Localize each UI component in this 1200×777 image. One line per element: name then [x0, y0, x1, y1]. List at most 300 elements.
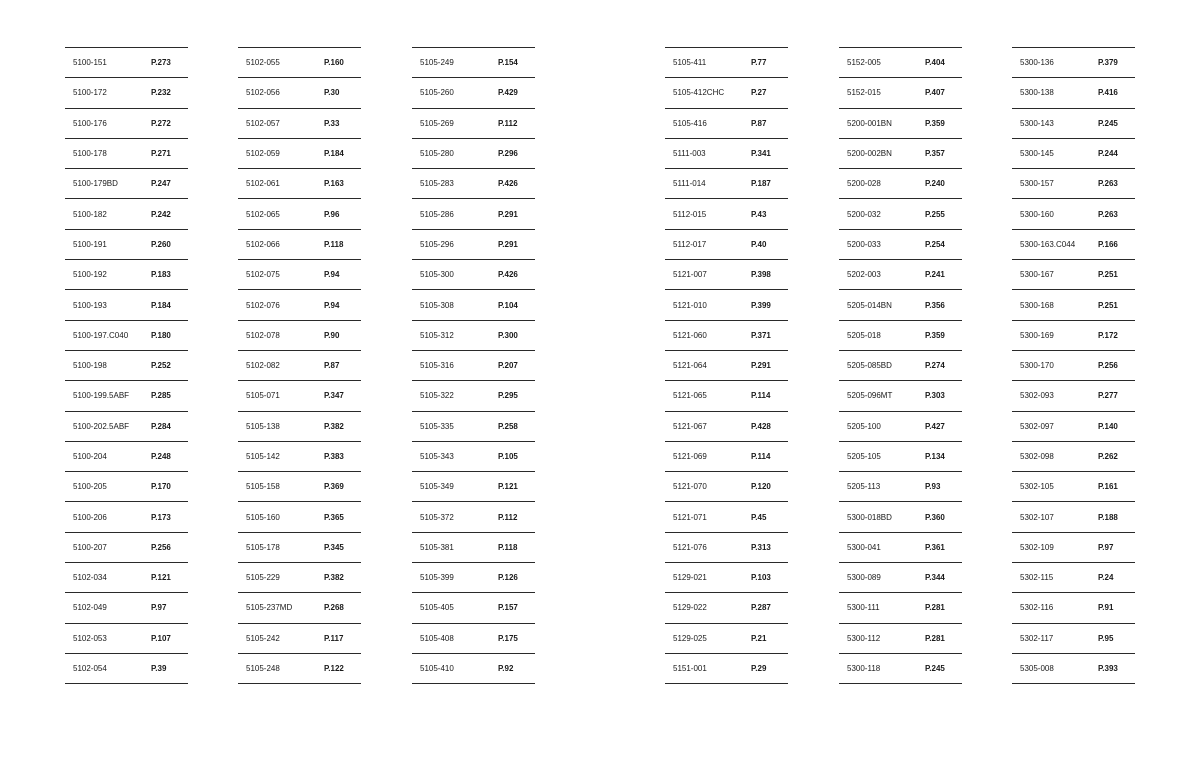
page-reference: P.154 — [498, 58, 518, 68]
product-code: 5105-335 — [420, 421, 454, 431]
page-reference: P.242 — [151, 209, 171, 219]
product-code: 5102-055 — [246, 58, 280, 68]
page-reference: P.183 — [151, 270, 171, 280]
index-row — [412, 109, 535, 139]
page-reference: P.232 — [151, 88, 171, 98]
product-code: 5102-056 — [246, 88, 280, 98]
index-row — [65, 139, 188, 169]
index-row — [839, 48, 962, 78]
page-reference: P.255 — [925, 209, 945, 219]
index-row — [65, 290, 188, 320]
index-column-1 — [65, 47, 188, 684]
index-row — [65, 533, 188, 563]
product-code: 5100-192 — [73, 270, 107, 280]
product-code: 5100-176 — [73, 118, 107, 128]
index-row — [1012, 48, 1135, 78]
page-reference: P.360 — [925, 512, 945, 522]
index-row — [839, 290, 962, 320]
index-row — [65, 412, 188, 442]
product-code: 5205-096MT — [847, 391, 893, 401]
product-code: 5121-007 — [673, 270, 707, 280]
index-row — [412, 502, 535, 532]
index-row — [65, 321, 188, 351]
index-row — [1012, 139, 1135, 169]
page-reference: P.163 — [324, 179, 344, 189]
product-code: 5205-018 — [847, 330, 881, 340]
index-row — [238, 442, 361, 472]
product-code: 5105-300 — [420, 270, 454, 280]
page-reference: P.114 — [751, 391, 771, 401]
page-reference: P.252 — [151, 361, 171, 371]
product-code: 5102-061 — [246, 179, 280, 189]
index-row — [839, 230, 962, 260]
page-reference: P.92 — [498, 664, 514, 674]
page-reference: P.262 — [1098, 452, 1118, 461]
product-code: 5121-071 — [673, 512, 707, 522]
product-code: 5105-280 — [420, 149, 454, 159]
page-reference: P.118 — [498, 542, 518, 552]
product-code: 5300-118 — [847, 664, 881, 674]
index-row — [65, 48, 188, 78]
index-row — [412, 412, 535, 442]
index-row — [238, 321, 361, 351]
index-row — [412, 260, 535, 290]
page-reference: P.399 — [751, 300, 771, 310]
page-reference: P.271 — [151, 149, 171, 159]
page-reference: P.94 — [324, 300, 340, 310]
index-row — [412, 230, 535, 260]
index-row — [839, 78, 962, 108]
index-row — [65, 593, 188, 623]
product-code: 5302-105 — [1020, 482, 1054, 492]
product-code: 5105-138 — [246, 421, 280, 431]
index-row — [1012, 199, 1135, 229]
index-row — [238, 533, 361, 563]
product-code: 5105-312 — [420, 330, 454, 340]
index-row — [412, 563, 535, 593]
product-code: 5112-017 — [673, 239, 707, 249]
index-row — [839, 321, 962, 351]
index-row — [1012, 442, 1135, 472]
page-reference: P.180 — [151, 330, 171, 340]
product-code: 5300-136 — [1020, 58, 1054, 68]
index-row — [839, 654, 962, 684]
page-reference: P.291 — [498, 209, 518, 219]
page-reference: P.296 — [498, 149, 518, 159]
page-reference: P.300 — [498, 330, 518, 340]
product-code: 5100-193 — [73, 300, 107, 310]
page-reference: P.291 — [751, 361, 771, 371]
index-row — [665, 78, 788, 108]
page-reference: P.184 — [324, 149, 344, 159]
index-row — [238, 78, 361, 108]
page-reference: P.93 — [925, 482, 941, 492]
index-row — [1012, 381, 1135, 411]
product-code: 5111-014 — [673, 179, 706, 189]
index-row — [65, 472, 188, 502]
product-code: 5105-416 — [673, 118, 707, 128]
page-reference: P.345 — [324, 542, 344, 552]
product-code: 5121-069 — [673, 452, 707, 461]
page-reference: P.379 — [1098, 58, 1118, 68]
index-row — [1012, 230, 1135, 260]
page-reference: P.272 — [151, 118, 171, 128]
product-code: 5302-109 — [1020, 542, 1054, 552]
page-reference: P.428 — [751, 421, 771, 431]
page-reference: P.244 — [1098, 149, 1118, 159]
index-row — [839, 351, 962, 381]
index-row — [65, 654, 188, 684]
product-code: 5105-399 — [420, 573, 454, 583]
product-code: 5100-204 — [73, 452, 107, 461]
product-code: 5105-242 — [246, 633, 280, 643]
page-reference: P.277 — [1098, 391, 1118, 401]
index-row — [1012, 78, 1135, 108]
page-reference: P.303 — [925, 391, 945, 401]
product-code: 5302-098 — [1020, 452, 1054, 461]
product-code: 5205-105 — [847, 452, 881, 461]
product-code: 5111-003 — [673, 149, 706, 159]
product-code: 5100-206 — [73, 512, 107, 522]
index-row — [839, 199, 962, 229]
product-code: 5121-064 — [673, 361, 707, 371]
page-reference: P.287 — [751, 603, 771, 613]
page-reference: P.416 — [1098, 88, 1118, 98]
page-reference: P.274 — [925, 361, 945, 371]
page-reference: P.121 — [498, 482, 518, 492]
product-code: 5300-167 — [1020, 270, 1054, 280]
index-row — [665, 624, 788, 654]
page-reference: P.251 — [1098, 300, 1118, 310]
index-row — [65, 442, 188, 472]
index-row — [412, 472, 535, 502]
product-code: 5105-248 — [246, 664, 280, 674]
index-row — [238, 412, 361, 442]
index-row — [665, 199, 788, 229]
index-row — [412, 78, 535, 108]
page-reference: P.356 — [925, 300, 945, 310]
index-column-3 — [412, 47, 535, 684]
page-reference: P.95 — [1098, 633, 1114, 643]
product-code: 5205-100 — [847, 421, 881, 431]
page-reference: P.291 — [498, 239, 518, 249]
index-row — [238, 654, 361, 684]
page-reference: P.284 — [151, 421, 171, 431]
page-reference: P.359 — [925, 118, 945, 128]
page-reference: P.371 — [751, 330, 771, 340]
product-code: 5202-003 — [847, 270, 881, 280]
page-reference: P.94 — [324, 270, 340, 280]
page-reference: P.184 — [151, 300, 171, 310]
product-code: 5112-015 — [673, 209, 707, 219]
index-row — [412, 351, 535, 381]
product-code: 5105-249 — [420, 58, 454, 68]
index-row — [412, 48, 535, 78]
index-row — [839, 109, 962, 139]
index-row — [65, 563, 188, 593]
page-reference: P.105 — [498, 452, 518, 461]
page-reference: P.341 — [751, 149, 771, 159]
product-code: 5102-076 — [246, 300, 280, 310]
product-code: 5152-015 — [847, 88, 881, 98]
index-row — [665, 351, 788, 381]
page-reference: P.103 — [751, 573, 771, 583]
index-column-6 — [1012, 47, 1135, 684]
index-row — [665, 593, 788, 623]
product-code: 5300-111 — [847, 603, 880, 613]
index-row — [65, 199, 188, 229]
page-reference: P.87 — [324, 361, 340, 371]
product-code: 5300-170 — [1020, 361, 1054, 371]
index-row — [65, 260, 188, 290]
index-row — [65, 502, 188, 532]
product-code: 5100-151 — [73, 58, 107, 68]
index-row — [839, 533, 962, 563]
product-code: 5302-117 — [1020, 633, 1054, 643]
product-code: 5102-049 — [73, 603, 107, 613]
page-reference: P.172 — [1098, 330, 1118, 340]
index-row — [839, 169, 962, 199]
page-reference: P.393 — [1098, 664, 1118, 674]
product-code: 5300-145 — [1020, 149, 1054, 159]
index-row — [238, 139, 361, 169]
index-row — [412, 321, 535, 351]
page-reference: P.383 — [324, 452, 344, 461]
page-reference: P.97 — [151, 603, 167, 613]
page-reference: P.107 — [151, 633, 171, 643]
index-row — [65, 109, 188, 139]
product-code: 5302-107 — [1020, 512, 1054, 522]
page-reference: P.263 — [1098, 209, 1118, 219]
page-reference: P.251 — [1098, 270, 1118, 280]
page-reference: P.160 — [324, 58, 344, 68]
index-column-4 — [665, 47, 788, 684]
index-row — [412, 442, 535, 472]
product-code: 5105-372 — [420, 512, 454, 522]
index-row — [1012, 472, 1135, 502]
page-reference: P.45 — [751, 512, 767, 522]
index-row — [238, 109, 361, 139]
page-reference: P.426 — [498, 270, 518, 280]
index-row — [412, 593, 535, 623]
index-row — [839, 442, 962, 472]
index-row — [665, 381, 788, 411]
page-reference: P.357 — [925, 149, 945, 159]
index-row — [238, 593, 361, 623]
index-row — [665, 230, 788, 260]
page-reference: P.407 — [925, 88, 945, 98]
product-code: 5121-010 — [673, 300, 707, 310]
product-code: 5300-089 — [847, 573, 881, 583]
page-reference: P.27 — [751, 88, 767, 98]
product-code: 5105-322 — [420, 391, 454, 401]
product-code: 5105-408 — [420, 633, 454, 643]
index-row — [1012, 169, 1135, 199]
product-code: 5200-028 — [847, 179, 881, 189]
page-reference: P.120 — [751, 482, 771, 492]
product-code: 5300-160 — [1020, 209, 1054, 219]
page-reference: P.24 — [1098, 573, 1114, 583]
index-row — [839, 563, 962, 593]
index-row — [1012, 654, 1135, 684]
product-code: 5105-260 — [420, 88, 454, 98]
product-code: 5205-085BD — [847, 361, 892, 371]
page-reference: P.33 — [324, 118, 340, 128]
product-code: 5102-034 — [73, 573, 107, 583]
product-code: 5105-286 — [420, 209, 454, 219]
product-code: 5152-005 — [847, 58, 881, 68]
product-code: 5105-237MD — [246, 603, 293, 613]
index-row — [665, 502, 788, 532]
page-reference: P.429 — [498, 88, 518, 98]
product-code: 5102-054 — [73, 664, 107, 674]
product-code: 5105-343 — [420, 452, 454, 461]
index-row — [412, 381, 535, 411]
product-code: 5100-198 — [73, 361, 107, 371]
page-reference: P.112 — [498, 512, 518, 522]
product-code: 5300-168 — [1020, 300, 1054, 310]
index-row — [238, 472, 361, 502]
product-code: 5105-316 — [420, 361, 454, 371]
page-reference: P.245 — [925, 664, 945, 674]
product-code: 5102-059 — [246, 149, 280, 159]
product-code: 5205-014BN — [847, 300, 892, 310]
index-row — [665, 290, 788, 320]
page-reference: P.254 — [925, 239, 945, 249]
page-reference: P.359 — [925, 330, 945, 340]
page-reference: P.118 — [324, 239, 344, 249]
index-row — [1012, 260, 1135, 290]
index-row — [238, 169, 361, 199]
page-reference: P.285 — [151, 391, 171, 401]
page-reference: P.121 — [151, 573, 171, 583]
index-row — [412, 290, 535, 320]
product-code: 5105-296 — [420, 239, 454, 249]
index-row — [839, 502, 962, 532]
index-row — [1012, 412, 1135, 442]
index-row — [65, 230, 188, 260]
index-row — [65, 169, 188, 199]
product-code: 5302-097 — [1020, 421, 1054, 431]
product-code: 5300-018BD — [847, 512, 892, 522]
index-row — [65, 624, 188, 654]
page-reference: P.43 — [751, 209, 767, 219]
page-reference: P.30 — [324, 88, 340, 98]
index-row — [412, 533, 535, 563]
product-code: 5302-093 — [1020, 391, 1054, 401]
page-reference: P.187 — [751, 179, 771, 189]
index-row — [412, 199, 535, 229]
index-row — [65, 351, 188, 381]
page-reference: P.161 — [1098, 482, 1118, 492]
index-row — [839, 260, 962, 290]
page-reference: P.398 — [751, 270, 771, 280]
page-reference: P.369 — [324, 482, 344, 492]
index-row — [238, 381, 361, 411]
index-row — [665, 260, 788, 290]
page-reference: P.134 — [925, 452, 945, 461]
index-row — [238, 230, 361, 260]
index-row — [839, 139, 962, 169]
index-row — [665, 48, 788, 78]
product-code: 5100-178 — [73, 149, 107, 159]
index-row — [1012, 351, 1135, 381]
product-code: 5200-002BN — [847, 149, 892, 159]
index-row — [665, 321, 788, 351]
product-code: 5200-032 — [847, 209, 881, 219]
page-reference: P.256 — [151, 542, 171, 552]
index-row — [238, 563, 361, 593]
index-row — [1012, 321, 1135, 351]
page-reference: P.256 — [1098, 361, 1118, 371]
page-reference: P.273 — [151, 58, 171, 68]
page-reference: P.90 — [324, 330, 340, 340]
index-row — [238, 260, 361, 290]
page-reference: P.117 — [324, 633, 344, 643]
product-code: 5100-172 — [73, 88, 107, 98]
page-reference: P.91 — [1098, 603, 1114, 613]
product-code: 5105-142 — [246, 452, 280, 461]
product-code: 5105-410 — [420, 664, 454, 674]
product-code: 5100-179BD — [73, 179, 118, 189]
product-code: 5300-143 — [1020, 118, 1054, 128]
page-reference: P.97 — [1098, 542, 1114, 552]
index-row — [665, 654, 788, 684]
page-reference: P.260 — [151, 239, 171, 249]
index-row — [665, 533, 788, 563]
product-code: 5205-113 — [847, 482, 881, 492]
product-code: 5105-178 — [246, 542, 280, 552]
page-reference: P.281 — [925, 603, 945, 613]
product-code: 5100-207 — [73, 542, 107, 552]
index-row — [1012, 290, 1135, 320]
index-row — [665, 472, 788, 502]
product-code: 5102-066 — [246, 239, 280, 249]
index-row — [839, 412, 962, 442]
product-code: 5102-065 — [246, 209, 280, 219]
product-code: 5100-205 — [73, 482, 107, 492]
page-reference: P.96 — [324, 209, 340, 219]
index-row — [238, 351, 361, 381]
page-reference: P.104 — [498, 300, 518, 310]
product-code: 5121-076 — [673, 542, 707, 552]
product-code: 5300-157 — [1020, 179, 1054, 189]
product-code: 5105-412CHC — [673, 88, 725, 98]
page-reference: P.21 — [751, 633, 767, 643]
product-code: 5105-381 — [420, 542, 454, 552]
product-code: 5302-116 — [1020, 603, 1054, 613]
page-reference: P.112 — [498, 118, 518, 128]
page-reference: P.207 — [498, 361, 518, 371]
page-reference: P.427 — [925, 421, 945, 431]
page-reference: P.344 — [925, 573, 945, 583]
page-reference: P.114 — [751, 452, 771, 461]
page-reference: P.295 — [498, 391, 518, 401]
index-row — [1012, 502, 1135, 532]
index-row — [665, 169, 788, 199]
page-reference: P.404 — [925, 58, 945, 68]
index-row — [665, 109, 788, 139]
product-code: 5100-182 — [73, 209, 107, 219]
product-code: 5129-025 — [673, 633, 707, 643]
index-column-5 — [839, 47, 962, 684]
product-code: 5102-057 — [246, 118, 280, 128]
page-reference: P.313 — [751, 542, 771, 552]
page-reference: P.188 — [1098, 512, 1118, 522]
product-code: 5121-060 — [673, 330, 707, 340]
index-row — [238, 290, 361, 320]
product-code: 5105-269 — [420, 118, 454, 128]
